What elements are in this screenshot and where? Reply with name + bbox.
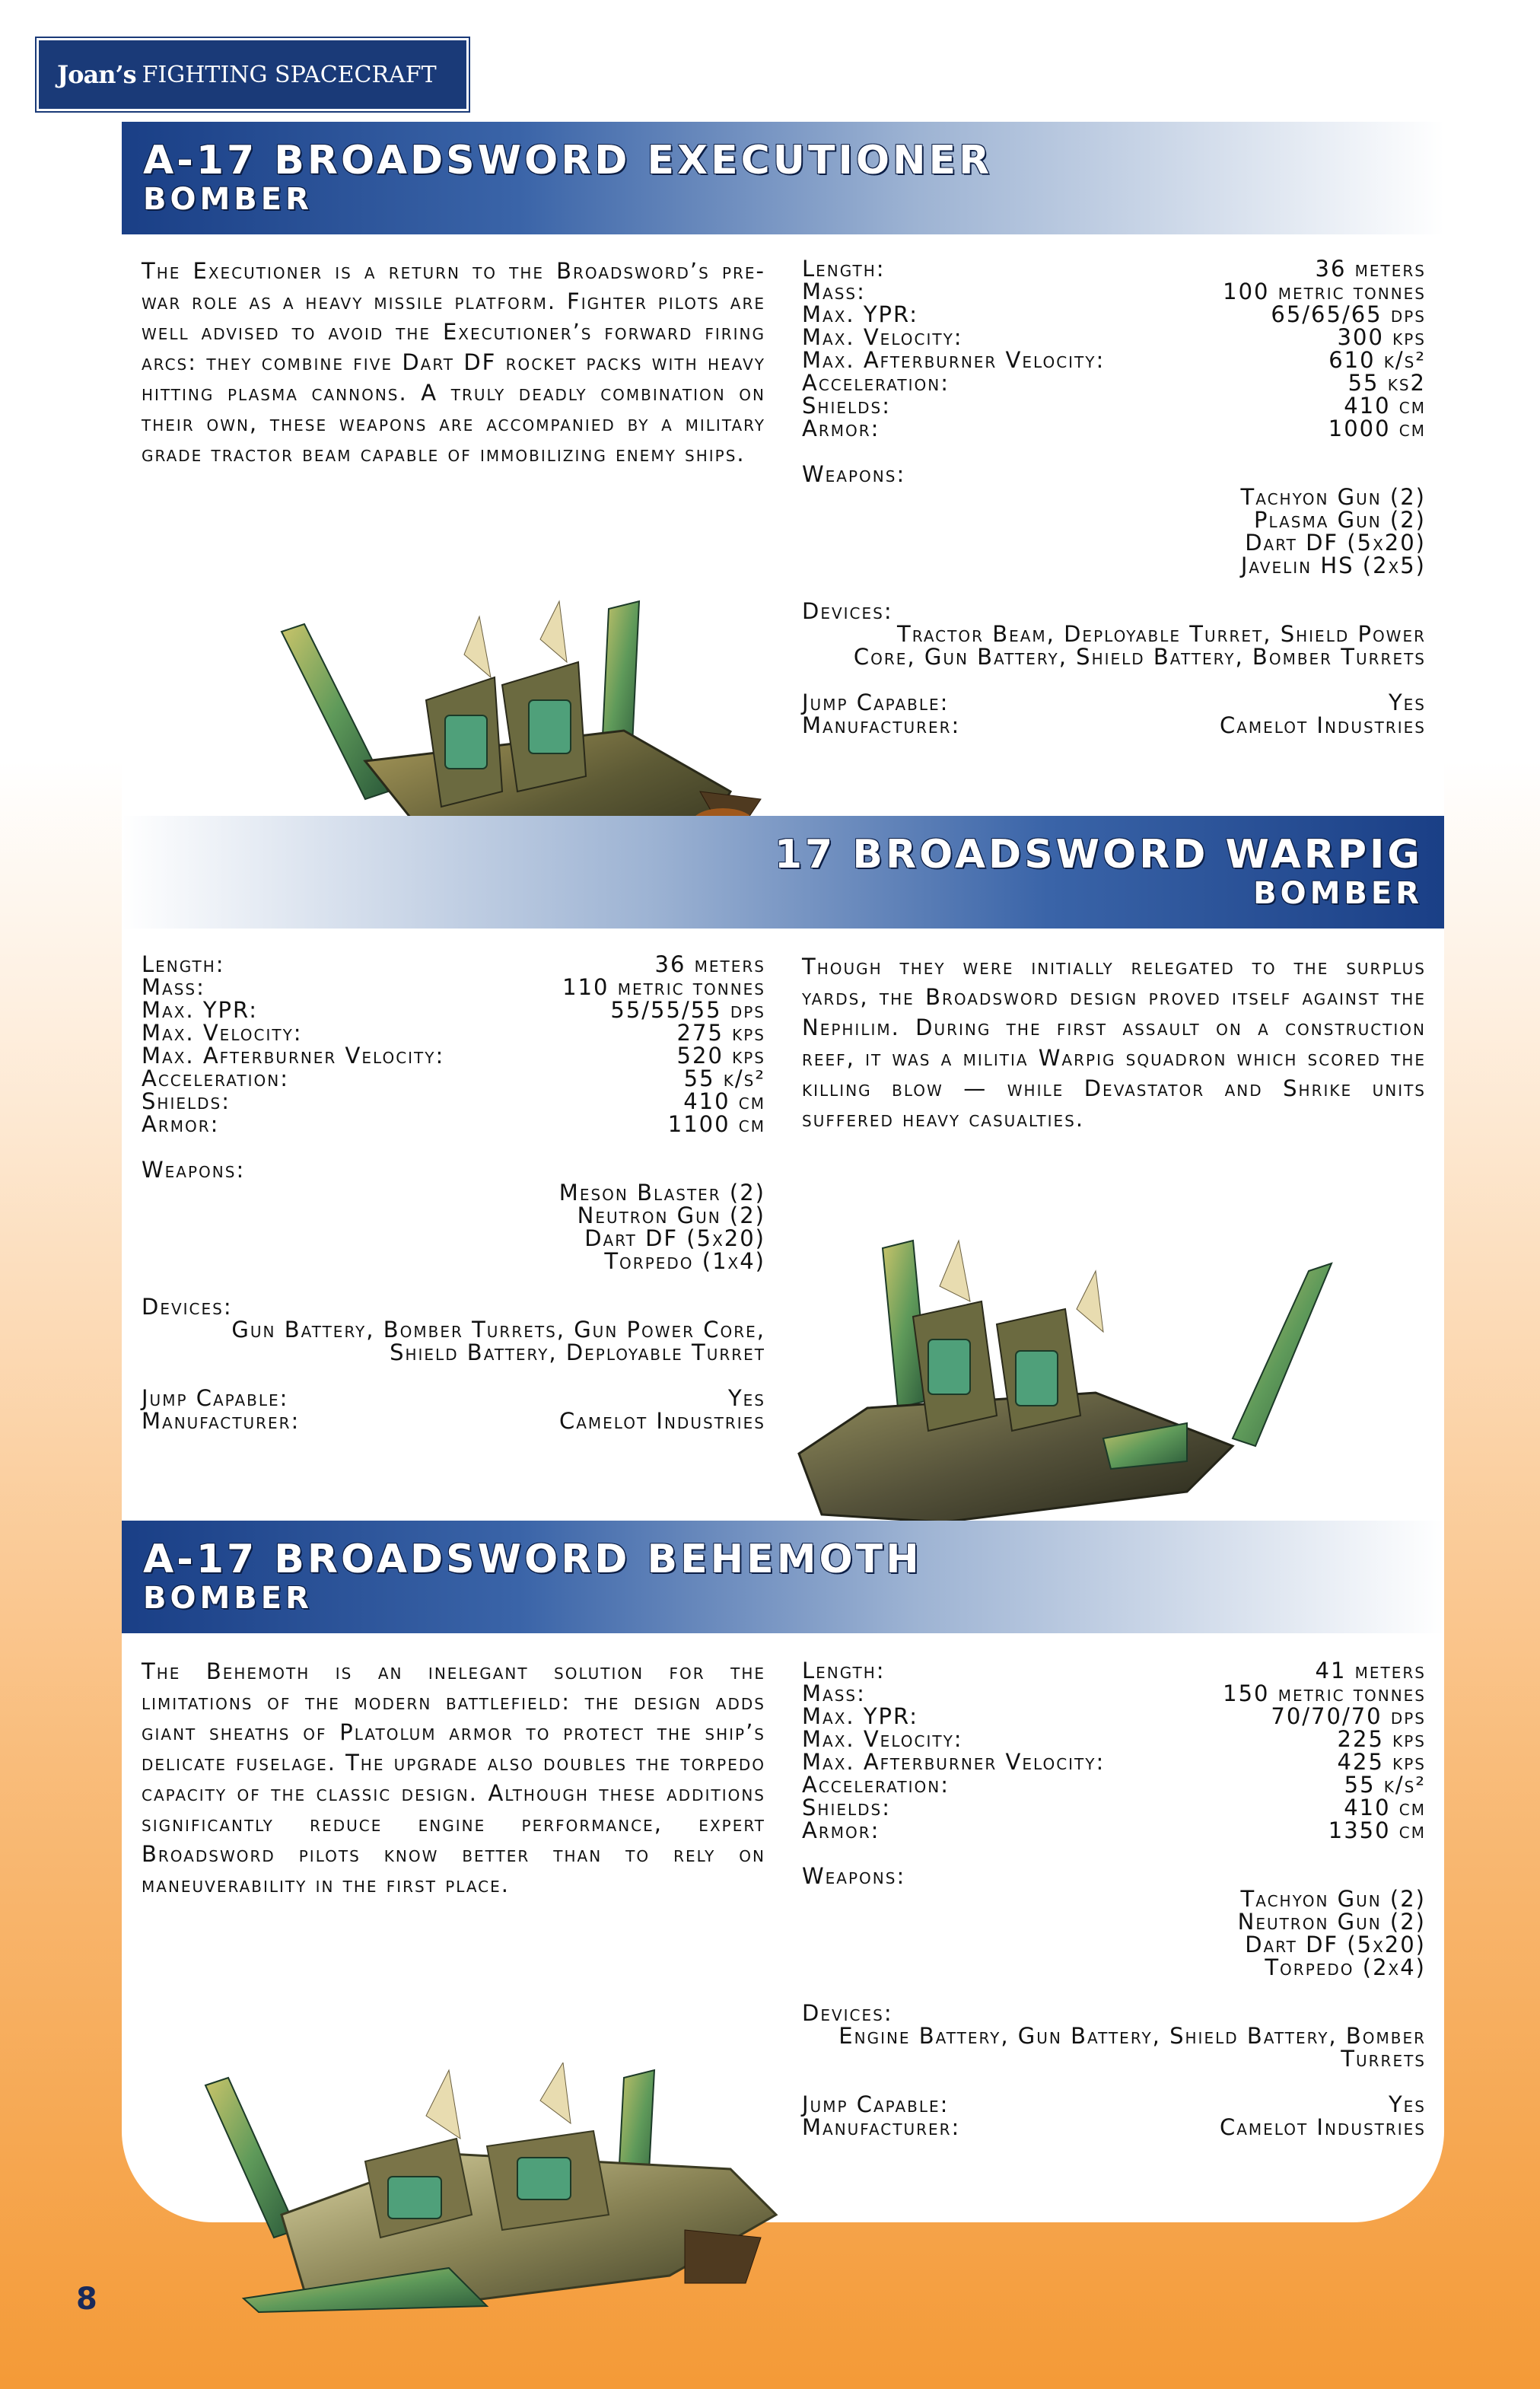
spec-label: Shields: — [802, 393, 891, 419]
weapon-item: Neutron Gun (2) — [577, 1202, 765, 1228]
spec-value: 410 cm — [1344, 393, 1426, 419]
spec-value: 520 kps — [676, 1043, 765, 1069]
spec-label: Length: — [142, 951, 225, 977]
warpig-ship-illustration — [776, 1225, 1354, 1530]
spec-value: Yes — [1388, 690, 1426, 715]
spec-label: Manufacturer: — [802, 2114, 961, 2140]
spec-value: 300 kps — [1337, 324, 1426, 350]
ship-banner-executioner — [122, 122, 1444, 234]
weapons-label: Weapons: — [802, 461, 906, 487]
spec-value: Camelot Industries — [1219, 2114, 1426, 2140]
devices-list: Gun Battery, Bomber Turrets, Gun Power Core, Shield Battery, Deployable Turret — [231, 1317, 765, 1365]
spec-row — [802, 1659, 1426, 1682]
spec-value: 36 meters — [654, 951, 765, 977]
devices-list: Tractor Beam, Deployable Turret, Shield Power Core, Gun Battery, Shield Battery, Bomber Turrets — [853, 621, 1426, 670]
weapon-item: Tachyon Gun (2) — [1240, 1886, 1426, 1912]
manufacturer-row — [802, 714, 1426, 737]
spec-value: 410 cm — [683, 1088, 765, 1114]
devices-list: Engine Battery, Gun Battery, Shield Battery, Bomber Turrets — [838, 2023, 1426, 2072]
spec-label: Max. YPR: — [802, 1703, 919, 1729]
spec-row — [142, 999, 765, 1021]
spec-label: Acceleration: — [802, 1772, 950, 1798]
manufacturer-row — [802, 2116, 1426, 2139]
spec-value: 225 kps — [1337, 1726, 1426, 1752]
spec-row — [142, 1021, 765, 1044]
spec-label: Armor: — [802, 416, 880, 441]
spec-label: Shields: — [802, 1795, 891, 1820]
spec-row — [802, 280, 1426, 303]
spec-label: Jump Capable: — [142, 1385, 289, 1411]
weapon-item: Javelin HS (2x5) — [1240, 553, 1426, 578]
spec-row — [802, 326, 1426, 349]
spec-row — [802, 1773, 1426, 1796]
spec-row — [142, 1113, 765, 1136]
spec-row — [802, 349, 1426, 371]
spec-value: 425 kps — [1337, 1749, 1426, 1775]
spec-value: Yes — [727, 1385, 765, 1411]
spec-label: Max. Afterburner Velocity: — [142, 1043, 445, 1069]
ship-class: BOMBER — [143, 182, 313, 217]
devices-label: Devices: — [802, 2000, 893, 2026]
ship-class: BOMBER — [143, 1581, 313, 1616]
spec-label: Max. Afterburner Velocity: — [802, 1749, 1106, 1775]
devices-label: Devices: — [142, 1294, 233, 1320]
spec-label: Manufacturer: — [802, 712, 961, 738]
spec-value: 55 k/s² — [683, 1065, 765, 1091]
publication-header — [37, 38, 469, 111]
spec-label: Max. YPR: — [802, 301, 919, 327]
spec-value: 55 k/s² — [1344, 1772, 1426, 1798]
weapon-item: Plasma Gun (2) — [1254, 507, 1426, 533]
spec-value: 65/65/65 dps — [1271, 301, 1426, 327]
spec-sheet-warpig — [142, 953, 765, 1432]
spec-value: 55/55/55 dps — [610, 997, 765, 1023]
spec-value: Yes — [1388, 2091, 1426, 2117]
spec-label: Max. Velocity: — [142, 1020, 303, 1046]
spec-label: Shields: — [142, 1088, 231, 1114]
spec-value: 275 kps — [676, 1020, 765, 1046]
ship-description: The Executioner is a return to the Broadsword’s pre-war role as a heavy missile platform. Fighter pilots are well advised to avoid the Executioner’s forward firing arcs: they combine five Dart DF rocket packs with heavy hitting plasma cannons. A truly deadly combination on their own, these weapons are accompanied by a military grade tractor beam capable of immobilizing enemy ships. — [142, 258, 765, 467]
spec-value: 410 cm — [1344, 1795, 1426, 1820]
behemoth-ship-illustration — [198, 2063, 791, 2314]
spec-value: 150 metric tonnes — [1223, 1680, 1426, 1706]
spec-row — [142, 1044, 765, 1067]
spec-value: 70/70/70 dps — [1271, 1703, 1426, 1729]
weapon-item: Neutron Gun (2) — [1237, 1909, 1426, 1935]
jump-row — [802, 691, 1426, 714]
weapon-item: Torpedo (2x4) — [1265, 1954, 1426, 1980]
spec-label: Max. Velocity: — [802, 324, 963, 350]
spec-value: 610 k/s² — [1328, 347, 1426, 373]
publication-brand: Joan’s — [57, 60, 136, 89]
spec-label: Jump Capable: — [802, 690, 950, 715]
spec-sheet-behemoth — [802, 1659, 1426, 2139]
spec-value: 41 meters — [1315, 1658, 1426, 1683]
spec-label: Max. Afterburner Velocity: — [802, 347, 1106, 373]
ship-banner-behemoth — [122, 1521, 1444, 1633]
spec-value: 110 metric tonnes — [562, 974, 765, 1000]
spec-value: 1350 cm — [1328, 1817, 1426, 1843]
spec-label: Length: — [802, 1658, 886, 1683]
ship-description: Though they were initially relegated to the surplus yards, the Broadsword design proved itself against the Nephilim. During the first assault on a construction reef, it was a militia Warpig squadron which scored the killing blow — while Devastator and Shrike units suffered heavy casualties. — [802, 954, 1426, 1132]
spec-row — [142, 1067, 765, 1090]
spec-value: Camelot Industries — [558, 1408, 765, 1434]
spec-label: Max. YPR: — [142, 997, 259, 1023]
weapon-item: Torpedo (1x4) — [604, 1248, 765, 1274]
spec-label: Acceleration: — [802, 370, 950, 396]
spec-label: Mass: — [802, 279, 866, 304]
spec-row — [802, 1819, 1426, 1842]
spec-row — [142, 953, 765, 976]
weapon-item: Tachyon Gun (2) — [1240, 484, 1426, 510]
spec-sheet-executioner — [802, 257, 1426, 737]
page-number: 8 — [76, 2282, 97, 2317]
spec-row — [142, 976, 765, 999]
spec-value: 1100 cm — [667, 1111, 765, 1137]
publication-title: FIGHTING SPACECRAFT — [142, 61, 437, 88]
spec-row — [142, 1090, 765, 1113]
spec-value: 55 ks2 — [1348, 370, 1426, 396]
ship-description: The Behemoth is an inelegant solution for the limitations of the modern battlefield: the design adds giant sheaths of Platolum armor to protect the ship’s delicate fuselage. The upgrade also doubles the torpedo capacity of the classic design. Although these additions significantly reduce engine performance, expert Broadsword pilots know better than to rely on maneuverability in the first place. — [142, 1658, 765, 1897]
spec-label: Max. Velocity: — [802, 1726, 963, 1752]
ship-name: 17 BROADSWORD WARPIG — [774, 832, 1423, 878]
spec-row — [802, 1682, 1426, 1705]
spec-row — [802, 1728, 1426, 1750]
weapon-item: Dart DF (5x20) — [1245, 530, 1426, 556]
jump-row — [142, 1387, 765, 1410]
spec-row — [802, 394, 1426, 417]
ship-class: BOMBER — [1253, 876, 1423, 911]
spec-value: 100 metric tonnes — [1223, 279, 1426, 304]
weapon-item: Meson Blaster (2) — [558, 1180, 765, 1206]
jump-row — [802, 2093, 1426, 2116]
spec-label: Armor: — [142, 1111, 220, 1137]
spec-label: Jump Capable: — [802, 2091, 950, 2117]
spec-label: Mass: — [142, 974, 205, 1000]
weapon-item: Dart DF (5x20) — [1245, 1932, 1426, 1957]
spec-row — [802, 1705, 1426, 1728]
spec-value: 36 meters — [1315, 256, 1426, 282]
spec-row — [802, 371, 1426, 394]
weapons-label: Weapons: — [802, 1863, 906, 1889]
spec-label: Manufacturer: — [142, 1408, 301, 1434]
ship-name: A-17 BROADSWORD BEHEMOTH — [143, 1537, 922, 1582]
manufacturer-row — [142, 1410, 765, 1432]
weapon-item: Dart DF (5x20) — [584, 1225, 765, 1251]
spec-label: Length: — [802, 256, 886, 282]
ship-name: A-17 BROADSWORD EXECUTIONER — [143, 138, 993, 183]
spec-row — [802, 257, 1426, 280]
spec-label: Armor: — [802, 1817, 880, 1843]
spec-row — [802, 417, 1426, 440]
spec-label: Mass: — [802, 1680, 866, 1706]
devices-label: Devices: — [802, 598, 893, 624]
spec-row — [802, 1750, 1426, 1773]
spec-value: Camelot Industries — [1219, 712, 1426, 738]
ship-banner-warpig — [122, 816, 1444, 929]
spec-row — [802, 303, 1426, 326]
weapons-label: Weapons: — [142, 1157, 246, 1183]
spec-row — [802, 1796, 1426, 1819]
spec-label: Acceleration: — [142, 1065, 289, 1091]
spec-value: 1000 cm — [1328, 416, 1426, 441]
